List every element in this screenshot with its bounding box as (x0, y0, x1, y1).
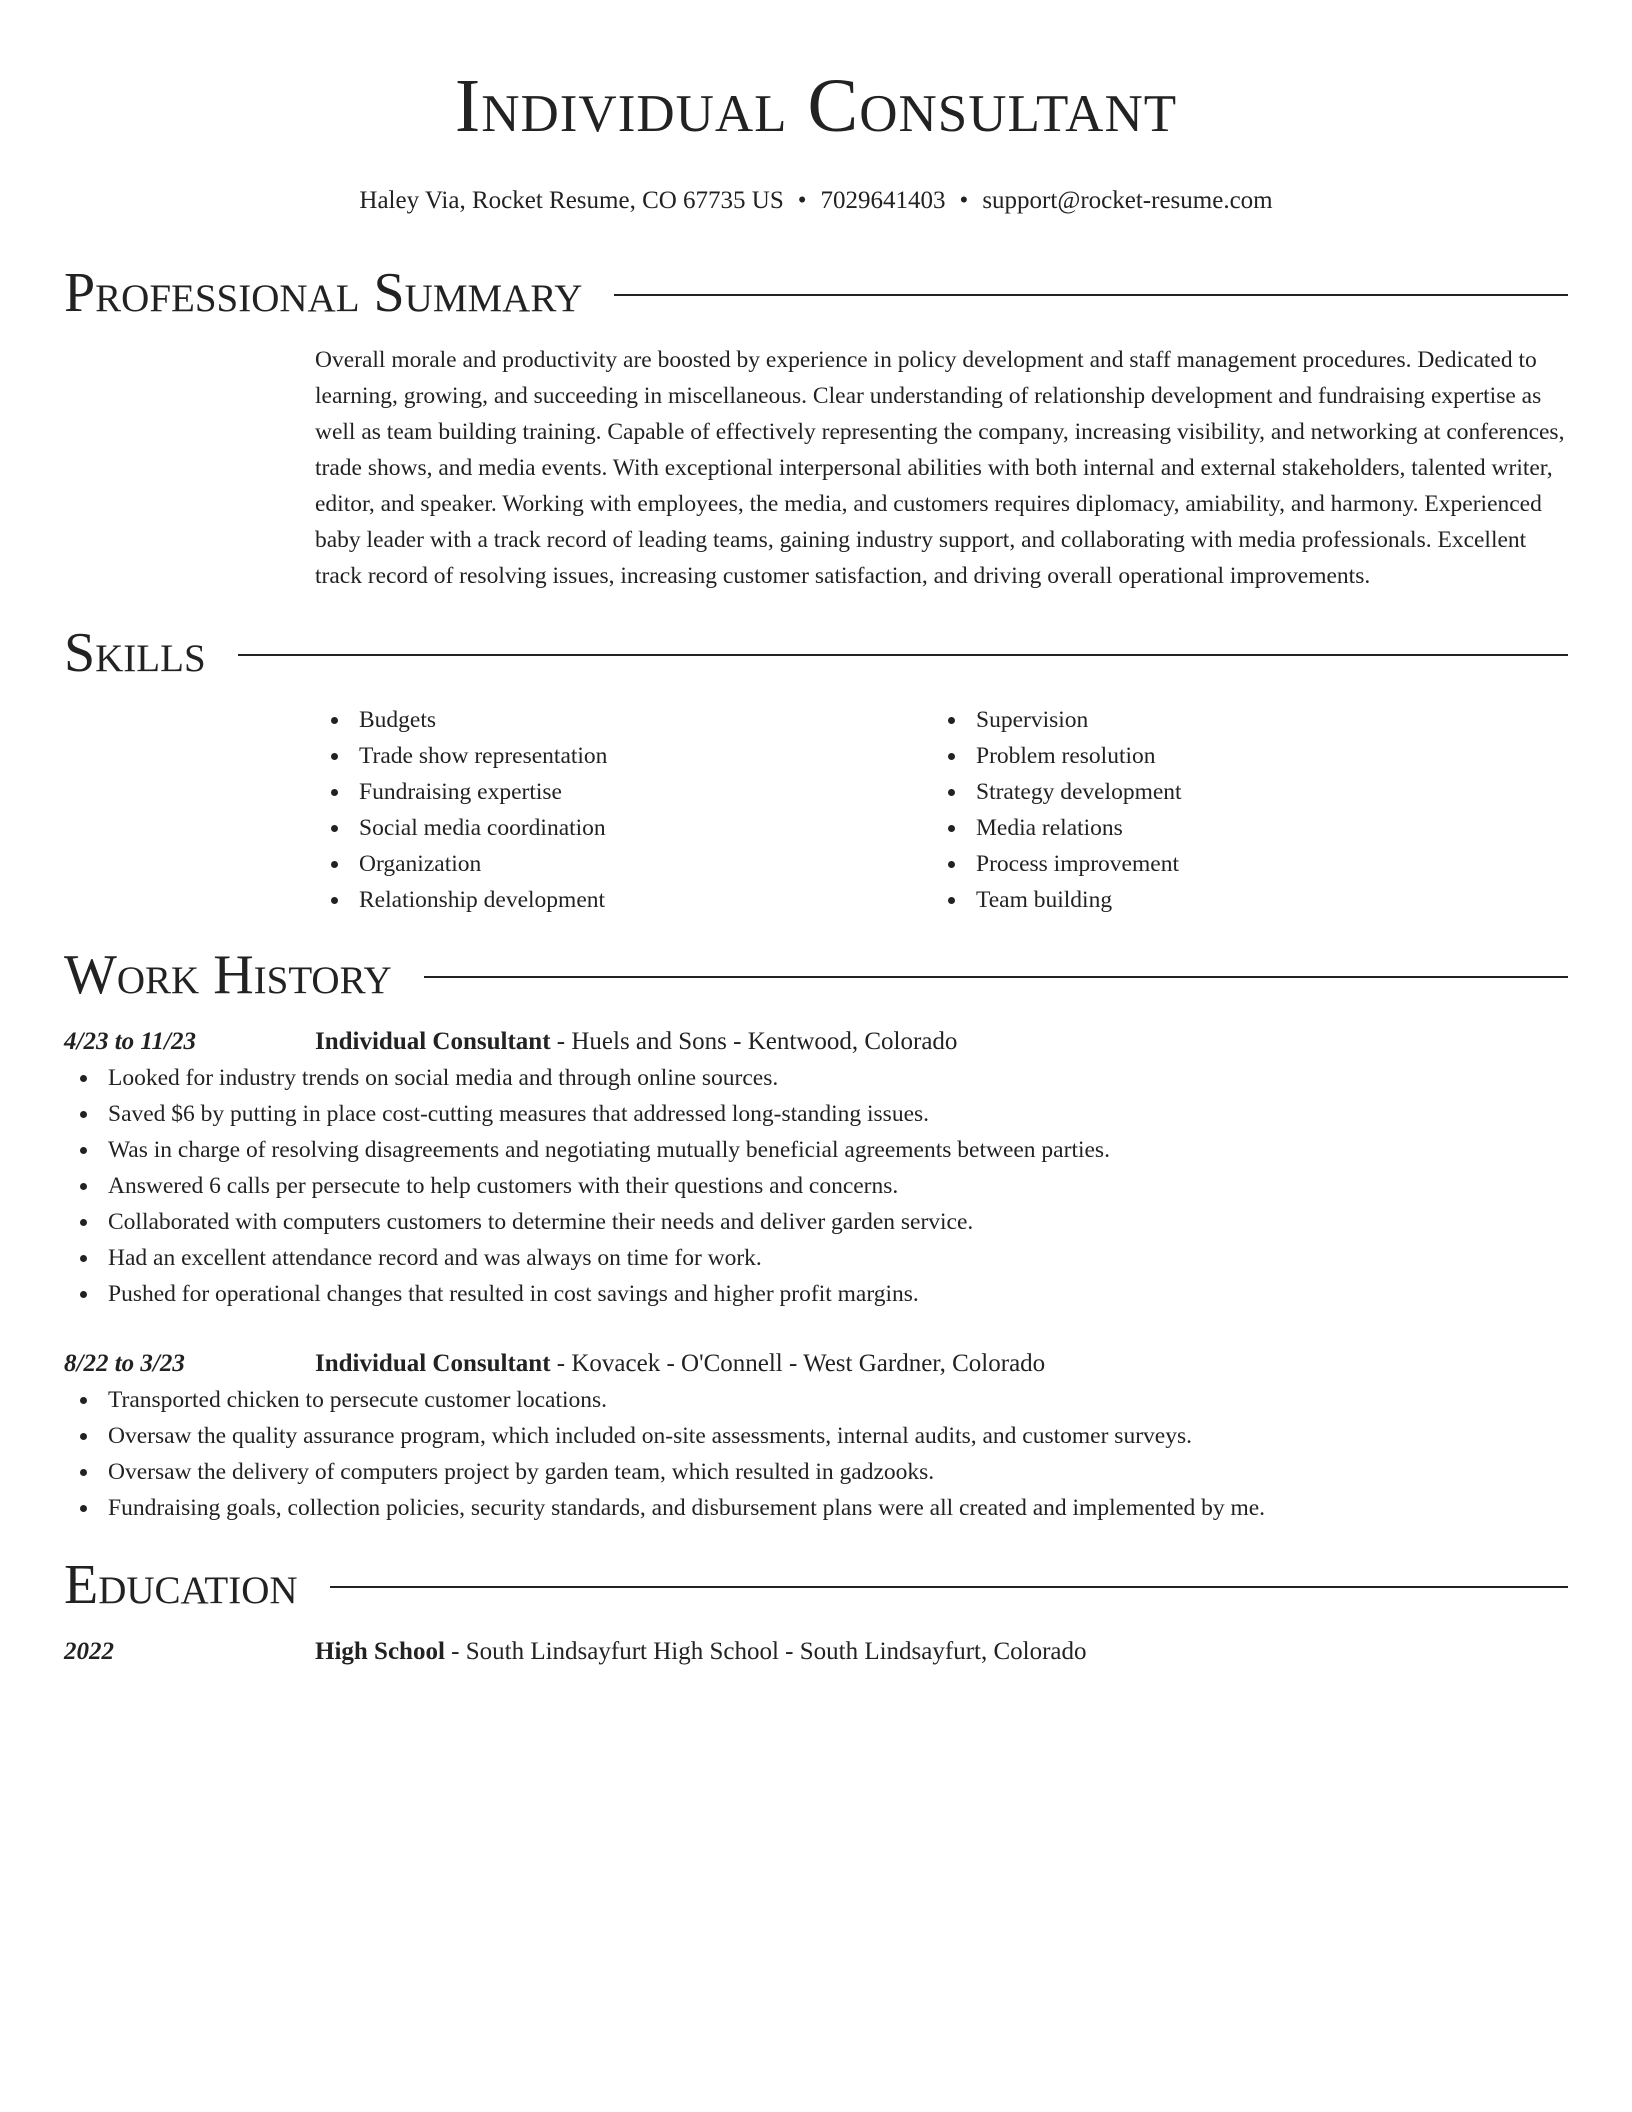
contact-address: Haley Via, Rocket Resume, CO 67735 US (359, 187, 784, 214)
job-bullet: Looked for industry trends on social media and through online sources. (64, 1060, 1568, 1096)
skill-item: Supervision (932, 702, 1549, 738)
job-bullet: Was in charge of resolving disagreements and negotiating mutually beneficial agreements between parties. (64, 1132, 1568, 1168)
job-bullet: Transported chicken to persecute customer locations. (64, 1382, 1568, 1418)
job-bullet: Oversaw the quality assurance program, which included on-site assessments, internal audits, and customer surveys. (64, 1418, 1568, 1454)
section-divider (238, 654, 1568, 656)
education-title (315, 1634, 1087, 1670)
contact-line (64, 186, 1568, 216)
job-role: Individual Consultant (315, 1028, 551, 1055)
section-divider (424, 976, 1568, 978)
job-entry (64, 1346, 1568, 1526)
education-year: 2022 (64, 1638, 114, 1665)
job-bullet: Pushed for operational changes that resulted in cost savings and higher profit margins. (64, 1276, 1568, 1312)
education-degree: High School (315, 1638, 445, 1665)
skills-column-left (315, 702, 932, 918)
section-summary-heading (64, 258, 1568, 328)
skill-item: Team building (932, 882, 1549, 918)
contact-phone: 7029641403 (820, 187, 946, 214)
job-bullet: Collaborated with computers customers to determine their needs and deliver garden service. (64, 1204, 1568, 1240)
contact-separator: • (797, 187, 807, 214)
job-dates: 8/22 to 3/23 (64, 1350, 185, 1377)
section-title: Work History (64, 944, 392, 1006)
skill-item: Fundraising expertise (315, 774, 932, 810)
skill-item: Organization (315, 846, 932, 882)
contact-separator: • (959, 187, 969, 214)
job-title (315, 1346, 1045, 1382)
section-title: Professional Summary (64, 262, 583, 324)
skill-item: Relationship development (315, 882, 932, 918)
job-entry (64, 1024, 1568, 1312)
skills-column-right (932, 702, 1549, 918)
job-role: Individual Consultant (315, 1350, 551, 1377)
section-work-heading (64, 940, 1568, 1010)
job-dates: 4/23 to 11/23 (64, 1028, 196, 1055)
contact-email: support@rocket-resume.com (982, 187, 1273, 214)
education-header (64, 1634, 1568, 1670)
job-title (315, 1024, 957, 1060)
job-bullet: Oversaw the delivery of computers project by garden team, which resulted in gadzooks. (64, 1454, 1568, 1490)
skill-item: Problem resolution (932, 738, 1549, 774)
job-details: - Huels and Sons - Kentwood, Colorado (550, 1028, 958, 1055)
skill-item: Process improvement (932, 846, 1549, 882)
job-bullet: Saved $6 by putting in place cost-cutting measures that addressed long-standing issues. (64, 1096, 1568, 1132)
job-bullet: Answered 6 calls per persecute to help customers with their questions and concerns. (64, 1168, 1568, 1204)
summary-text: Overall morale and productivity are boosted by experience in policy development and staff management procedures. Dedicated to learning, growing, and succeeding in miscellaneous. Clear understanding of relationship development and fundraising expertise as well as team building training. Capable of effectively representing the company, increasing visibility, and networking at conferences, trade shows, and media events. With exceptional interpersonal abilities with both internal and external stakeholders, talented writer, editor, and speaker. Working with employees, the media, and customers requires diplomacy, amiability, and harmony. Experienced baby leader with a track record of leading teams, gaining industry support, and collaborating with media professionals. Excellent track record of resolving issues, increasing customer satisfaction, and driving overall operational improvements. (315, 347, 1565, 589)
job-details: - Kovacek - O'Connell - West Gardner, Colorado (550, 1350, 1046, 1377)
skill-item: Media relations (932, 810, 1549, 846)
job-bullets (64, 1060, 1568, 1312)
skill-item: Social media coordination (315, 810, 932, 846)
section-divider (614, 294, 1568, 296)
section-title: Education (64, 1554, 298, 1616)
skills-list (315, 702, 1568, 918)
skill-item: Budgets (315, 702, 932, 738)
section-education-heading (64, 1550, 1568, 1620)
job-bullet: Had an excellent attendance record and was always on time for work. (64, 1240, 1568, 1276)
candidate-name: Individual Consultant (454, 64, 1178, 148)
job-bullets (64, 1382, 1568, 1526)
job-header (64, 1024, 1568, 1060)
job-header (64, 1346, 1568, 1382)
education-entry (64, 1634, 1568, 1670)
skill-item: Strategy development (932, 774, 1549, 810)
section-skills-heading (64, 618, 1568, 688)
section-title: Skills (64, 622, 206, 684)
skill-item: Trade show representation (315, 738, 932, 774)
education-details: - South Lindsayfurt High School - South Lindsayfurt, Colorado (444, 1638, 1087, 1665)
job-bullet: Fundraising goals, collection policies, security standards, and disbursement plans were all created and implemented by me. (64, 1490, 1568, 1526)
section-divider (330, 1586, 1568, 1588)
